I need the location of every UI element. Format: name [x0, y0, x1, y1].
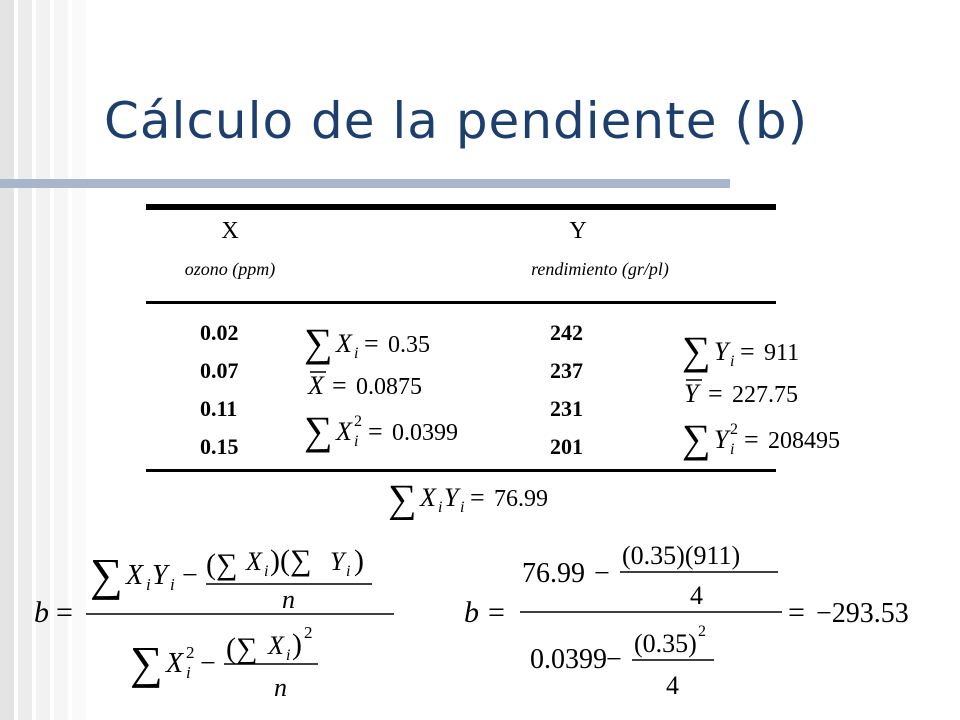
svg-text:n: n [282, 585, 295, 614]
svg-text:∑: ∑ [304, 408, 333, 453]
svg-text:911: 911 [764, 340, 800, 366]
svg-text:(∑: (∑ [226, 632, 258, 665]
svg-text:i: i [286, 647, 291, 664]
svg-text:−293.53: −293.53 [816, 598, 909, 629]
svg-text:X: X [166, 648, 184, 679]
svg-text:∑: ∑ [682, 328, 711, 373]
y-values-column [550, 314, 583, 466]
y-value-cell: 237 [550, 358, 583, 383]
y-summary-formulas [678, 324, 878, 464]
svg-text:(0.35)(911): (0.35)(911) [622, 541, 741, 570]
x-value-cell: 0.07 [200, 358, 239, 383]
svg-text:i: i [730, 353, 735, 370]
y-column-header: Y [569, 218, 587, 244]
svg-text:−: − [182, 560, 198, 591]
x-value-cell: 0.15 [200, 434, 239, 459]
svg-text:∑: ∑ [388, 476, 417, 520]
svg-text:i: i [186, 663, 191, 682]
svg-text:X: X [420, 483, 436, 512]
svg-text:Y: Y [330, 547, 345, 576]
svg-text:i: i [730, 441, 735, 458]
svg-text:2: 2 [698, 623, 706, 640]
svg-text:∑: ∑ [304, 320, 333, 365]
svg-text:Y: Y [684, 379, 699, 408]
svg-text:): ) [292, 628, 302, 661]
svg-text:=: = [332, 371, 347, 400]
svg-text:76.99: 76.99 [494, 486, 548, 512]
svg-text:Y: Y [444, 483, 459, 512]
svg-text:0.35: 0.35 [388, 332, 430, 358]
svg-text:=: = [788, 596, 805, 629]
title-underline [0, 179, 730, 188]
svg-text:4: 4 [690, 581, 703, 610]
svg-text:=: = [368, 417, 383, 446]
svg-text:=: = [470, 483, 485, 512]
x-column-subheader: ozono (ppm) [184, 259, 276, 279]
mean-x-formula [307, 371, 422, 400]
svg-text:∑: ∑ [90, 549, 123, 600]
svg-text:X: X [126, 560, 144, 591]
sum-x-squared-formula [304, 408, 458, 453]
svg-text:=: = [488, 596, 505, 629]
svg-text:X: X [308, 371, 324, 400]
svg-text:=: = [56, 596, 73, 629]
svg-text:2: 2 [354, 413, 362, 430]
svg-text:2: 2 [304, 623, 313, 642]
svg-text:i: i [346, 563, 351, 580]
svg-text:(0.35): (0.35) [634, 629, 697, 658]
svg-text:=: = [364, 329, 379, 358]
x-column-header: X [221, 218, 239, 244]
y-column-subheader: rendimiento (gr/pl) [531, 259, 669, 279]
svg-text:=: = [708, 379, 723, 408]
table-header-rule [146, 301, 776, 304]
svg-text:2: 2 [730, 421, 738, 438]
svg-text:n: n [274, 673, 287, 702]
svg-text:Y: Y [714, 337, 729, 366]
sum-y-formula [682, 328, 799, 373]
svg-text:Y: Y [714, 425, 729, 454]
y-value-cell: 231 [550, 396, 583, 421]
svg-text:∑: ∑ [682, 416, 711, 461]
svg-text:X: X [268, 631, 284, 660]
svg-text:i: i [264, 563, 269, 580]
x-summary-formulas [300, 316, 500, 456]
svg-text:0.0875: 0.0875 [356, 374, 422, 400]
svg-text:b: b [34, 596, 49, 629]
x-value-cell: 0.11 [200, 396, 238, 421]
svg-text:i: i [354, 345, 359, 362]
svg-text:4: 4 [666, 671, 679, 700]
svg-text:−: − [200, 648, 216, 679]
svg-text:X: X [336, 417, 352, 446]
sum-xy-formula [384, 474, 584, 520]
svg-text:2: 2 [186, 643, 195, 662]
svg-text:): ) [354, 544, 364, 577]
svg-text:76.99: 76.99 [522, 558, 585, 589]
x-value-cell: 0.02 [200, 320, 239, 345]
svg-text:208495: 208495 [768, 428, 840, 454]
svg-text:∑: ∑ [130, 637, 163, 688]
sum-y-squared-formula [682, 416, 840, 461]
sum-x-formula [304, 320, 430, 365]
svg-text:i: i [170, 575, 175, 594]
svg-text:i: i [354, 433, 359, 450]
y-value-cell: 242 [550, 320, 583, 345]
mean-y-formula [684, 379, 798, 408]
svg-text:i: i [146, 575, 151, 594]
table-top-rule [146, 204, 776, 210]
svg-text:b: b [464, 596, 479, 629]
x-values-column [200, 314, 239, 466]
slope-general-formula [30, 530, 410, 715]
table-bottom-rule [146, 469, 776, 472]
svg-text:=: = [744, 425, 759, 454]
svg-text:0.0399: 0.0399 [392, 420, 458, 446]
svg-text:0.0399: 0.0399 [530, 644, 607, 675]
svg-text:Y: Y [152, 560, 168, 591]
svg-text:i: i [438, 499, 443, 516]
slope-numeric-formula [448, 530, 948, 715]
svg-text:i: i [460, 499, 465, 516]
svg-text:X: X [336, 329, 352, 358]
svg-text:)(∑: )(∑ [270, 544, 312, 577]
svg-text:227.75: 227.75 [732, 382, 798, 408]
svg-text:=: = [740, 337, 755, 366]
svg-text:X: X [246, 547, 262, 576]
page-title: Cálculo de la pendiente (b) [104, 92, 809, 150]
y-value-cell: 201 [550, 434, 583, 459]
svg-text:(∑: (∑ [206, 548, 238, 581]
svg-text:−: − [606, 644, 622, 675]
svg-text:−: − [594, 558, 610, 589]
